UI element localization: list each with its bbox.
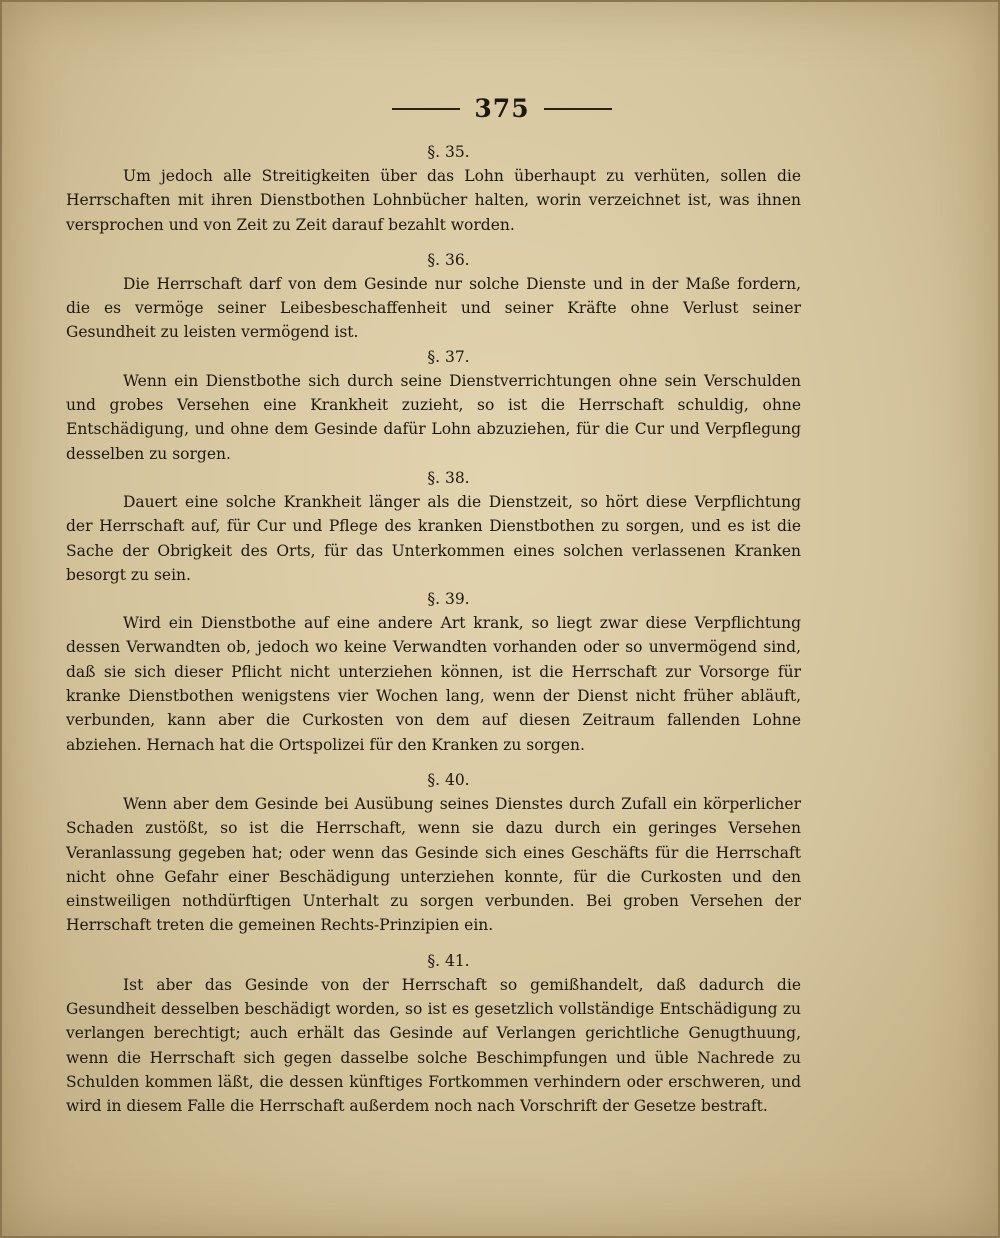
section-35	[66, 140, 801, 237]
section-heading: §. 41.	[427, 951, 470, 970]
page-body	[66, 140, 801, 1119]
header-rule-right	[544, 108, 612, 110]
section-heading: §. 40.	[427, 770, 470, 789]
section-40	[66, 768, 801, 938]
section-heading: §. 36.	[427, 250, 470, 269]
header-rule-left	[392, 108, 460, 110]
section-paragraph: Die Herrschaft darf von dem Gesinde nur solche Dienste und in der Maße fordern, die es vermöge seiner Leibesbeschaffenheit und seiner Kräfte ohne Verlust seiner Gesundheit zu leisten vermögend ist.	[66, 274, 801, 342]
section-37	[66, 345, 801, 466]
section-paragraph: Um jedoch alle Streitigkeiten über das Lohn überhaupt zu verhüten, sollen die Herrschaften mit ihren Dienstbothen Lohnbücher halten, worin verzeichnet ist, was ihnen versprochen und von Zeit zu Zeit darauf bezahlt worden.	[66, 167, 801, 234]
section-paragraph: Ist aber das Gesinde von der Herrschaft so gemißhandelt, daß dadurch die Gesundheit desselben beschädigt worden, so ist es gesetzlich vollständige Entschädigung zu verlangen berechtigt; auch erhält das Gesinde auf Verlangen gerichtliche Genugthuung, wenn die Herrschaft sich gegen dasselbe solche Beschimpfungen und üble Nachrede zu Schulden kommen läßt, die dessen künftiges Fortkommen verhindern oder erschweren, und wird in diesem Falle die Herrschaft außerdem noch nach Vorschrift der Gesetze bestraft.	[66, 975, 801, 1116]
section-paragraph: Wenn ein Dienstbothe sich durch seine Dienstverrichtungen ohne sein Verschulden und grobes Versehen eine Krankheit zuzieht, so ist die Herrschaft schuldig, ohne Entschädigung, und ohne dem Gesinde dafür Lohn abzuziehen, für die Cur und Verpflegung desselben zu sorgen.	[66, 371, 801, 463]
section-paragraph: Dauert eine solche Krankheit länger als die Dienstzeit, so hört diese Verpflichtung der Herrschaft auf, für Cur und Pflege des kranken Dienstbothen zu sorgen, und es ist die Sache der Obrigkeit des Orts, für das Unterkommen eines solchen verlassenen Kranken besorgt zu sein.	[66, 492, 801, 584]
section-heading: §. 35.	[427, 143, 470, 161]
section-paragraph: Wenn aber dem Gesinde bei Ausübung seines Dienstes durch Zufall ein körperlicher Schaden zustößt, so ist die Herrschaft, wenn sie dazu durch ein geringes Versehen Veranlassung gegeben hat; oder wenn das Gesinde sich eines Geschäfts für die Herrschaft nicht ohne Gefahr einer Beschädigung unterziehen konnte, für die Curkosten und den einstweiligen nothdürftigen Unterhalt zu sorgen verbunden. Bei groben Versehen der Herrschaft treten die gemeinen Rechts-Prinzipien ein.	[66, 794, 801, 935]
section-38	[66, 466, 801, 587]
section-heading: §. 38.	[427, 468, 470, 487]
section-heading: §. 39.	[427, 590, 470, 609]
section-heading: §. 37.	[427, 347, 470, 366]
section-39	[66, 587, 801, 757]
page-header	[2, 94, 1000, 123]
section-41	[66, 949, 801, 1119]
section-36	[66, 248, 801, 345]
page-number: 375	[474, 94, 530, 123]
section-paragraph: Wird ein Dienstbothe auf eine andere Art krank, so liegt zwar diese Verpflichtung dessen Verwandten ob, jedoch wo keine Verwandten vorhanden oder so unvermögend sind, daß sie sich dieser Pflicht nicht unterziehen können, ist die Herrschaft zur Vorsorge für kranke Dienstbothen wenigstens vier Wochen lang, wenn der Dienst nicht früher abläuft, verbunden, kann aber die Curkosten von dem auf diesen Zeitraum fallenden Lohne abziehen. Hernach hat die Ortspolizei für den Kranken zu sorgen.	[66, 614, 801, 754]
